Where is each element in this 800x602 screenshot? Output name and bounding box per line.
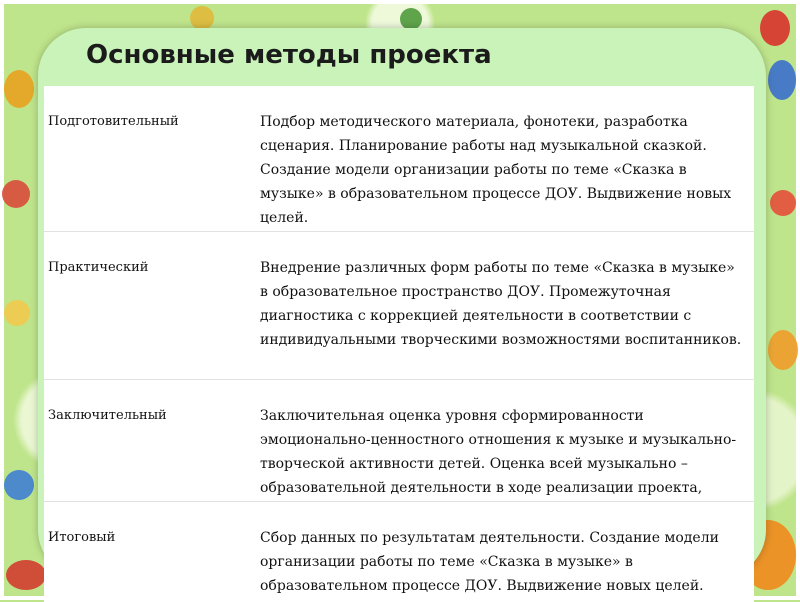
table-row	[44, 86, 754, 232]
toy-decoration	[768, 60, 796, 100]
toy-decoration	[400, 8, 422, 30]
method-name: Заключительный	[48, 408, 167, 423]
toy-decoration	[2, 180, 30, 208]
toy-decoration	[190, 6, 214, 30]
toy-decoration	[4, 470, 34, 500]
toy-decoration	[770, 190, 796, 216]
table-row	[44, 502, 754, 602]
method-description: Внедрение различных форм работы по теме «Сказка в музыке» в образовательное пространство ДОУ. Промежуточная диагностика с коррекцией деятельности в соответствии с индивидуальными творческими возможностями воспитанников.	[260, 260, 742, 348]
toy-decoration	[4, 70, 34, 108]
method-description: Подбор методического материала, фонотеки, разработка сценария. Планирование работы над музыкальной сказкой. Создание модели организации работы по теме «Сказка в музыке» в образовательном процессе ДОУ. Выдвижение новых целей.	[260, 114, 732, 226]
method-description: Заключительная оценка уровня сформированности эмоционально-ценностного отношения к музыке и музыкально-творческой активности детей. Оценка всей музыкально – образовательной деятельности в ходе реализации проекта,	[260, 408, 737, 496]
method-description: Сбор данных по результатам деятельности. Создание модели организации работы по теме «Сказка в музыке» в образовательном процессе ДОУ. Выдвижение новых целей.	[260, 530, 719, 594]
toy-decoration	[768, 330, 798, 370]
method-name: Итоговый	[48, 530, 116, 545]
method-name: Практический	[48, 260, 149, 275]
methods-table	[44, 86, 754, 602]
toy-decoration	[6, 560, 46, 590]
toy-decoration	[4, 300, 30, 326]
method-name: Подготовительный	[48, 114, 179, 129]
page-title: Основные методы проекта	[86, 40, 492, 70]
table-row	[44, 380, 754, 502]
table-row	[44, 232, 754, 380]
toy-decoration	[760, 10, 790, 46]
